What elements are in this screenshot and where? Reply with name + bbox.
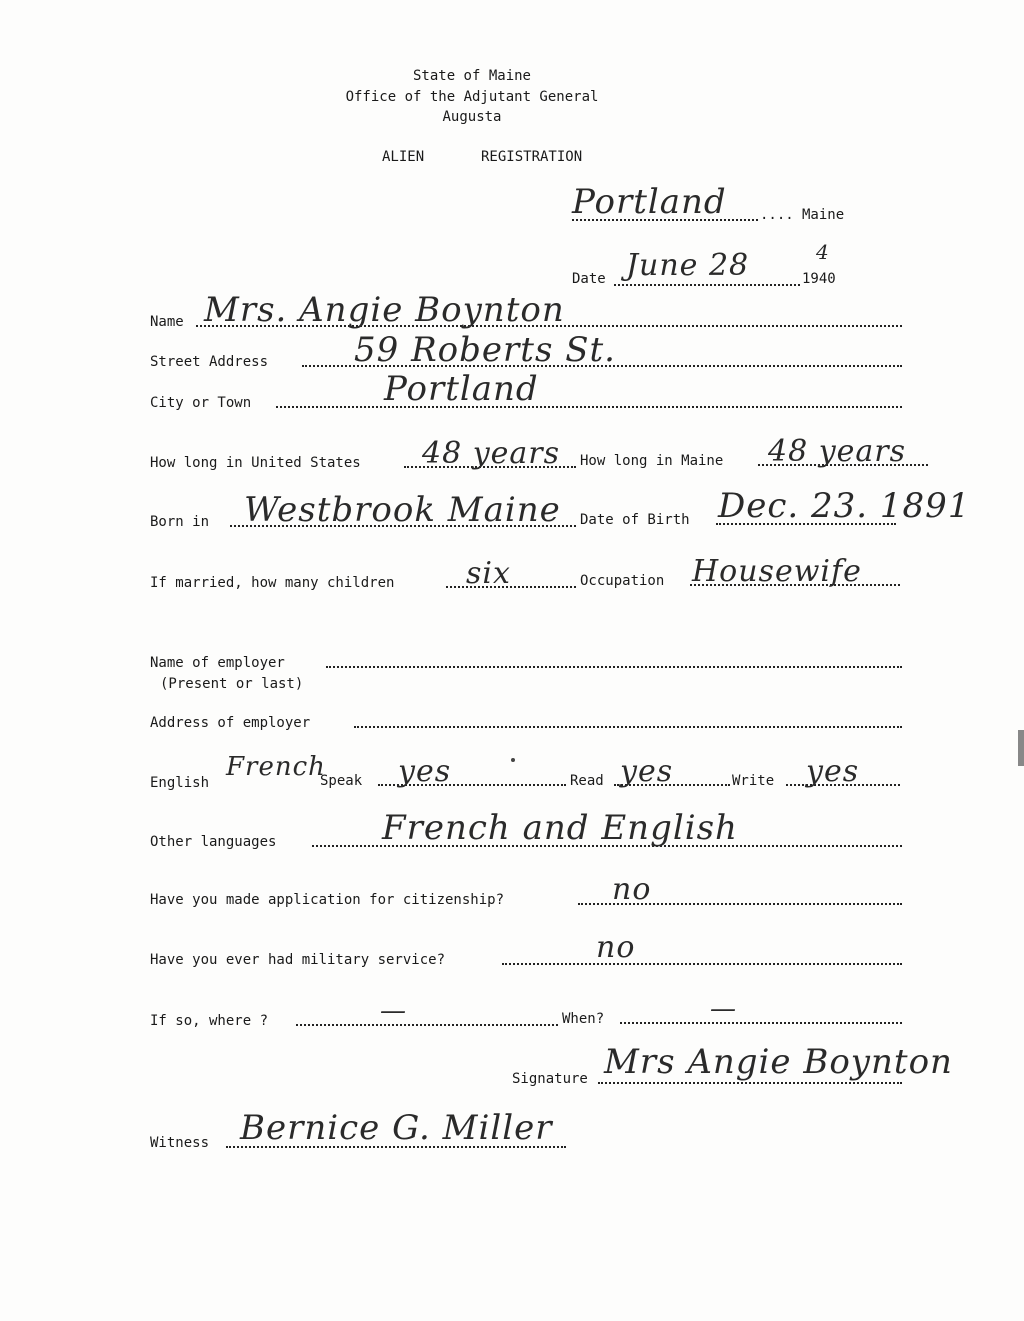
citizenship-label: Have you made application for citizenship?: [150, 892, 505, 908]
form-title-registration: REGISTRATION: [481, 149, 583, 165]
write-label: Write: [732, 773, 775, 789]
form-title-alien: ALIEN: [382, 149, 425, 165]
where-line: [296, 1021, 558, 1026]
maine-duration-label: How long in Maine: [580, 453, 724, 469]
header-state: State of Maine: [412, 68, 531, 84]
military-line: [502, 960, 902, 965]
employer-name-sublabel: (Present or last): [160, 676, 304, 692]
name-handwritten: Mrs. Angie Boynton: [204, 290, 565, 330]
speak-handwritten: yes: [398, 754, 452, 789]
children-label: If married, how many children: [150, 575, 395, 591]
place-handwritten: Portland: [572, 182, 727, 222]
speak-label: Speak: [320, 773, 363, 789]
place-line: [572, 216, 758, 221]
where-label: If so, where ?: [150, 1013, 269, 1029]
when-label: When?: [562, 1011, 605, 1027]
date-label: Date: [572, 271, 606, 287]
write-handwritten: yes: [806, 754, 860, 789]
signature-handwritten: Mrs Angie Boynton: [604, 1042, 953, 1082]
scan-edge-mark: [1018, 730, 1024, 766]
english-label: English: [150, 775, 210, 791]
children-handwritten: six: [466, 556, 511, 591]
other-languages-handwritten: French and English: [382, 808, 738, 848]
employer-name-label: Name of employer: [150, 655, 285, 671]
occupation-label: Occupation: [580, 573, 665, 589]
us-duration-handwritten: 48 years: [422, 436, 561, 471]
other-languages-label: Other languages: [150, 834, 277, 850]
us-duration-label: How long in United States: [150, 455, 361, 471]
city-handwritten: Portland: [384, 369, 539, 409]
read-handwritten: yes: [620, 754, 674, 789]
place-suffix: Maine: [802, 207, 845, 223]
when-line: [620, 1019, 902, 1024]
military-handwritten: no: [596, 930, 636, 965]
occupation-handwritten: Housewife: [692, 554, 862, 589]
witness-handwritten: Bernice G. Miller: [240, 1108, 553, 1148]
employer-name-line: [326, 663, 902, 668]
date-line: [614, 281, 800, 286]
where-handwritten: —: [380, 996, 407, 1026]
street-handwritten: 59 Roberts St.: [354, 330, 616, 370]
street-label: Street Address: [150, 354, 269, 370]
signature-label: Signature: [512, 1071, 588, 1087]
name-label: Name: [150, 314, 184, 330]
employer-address-label: Address of employer: [150, 715, 311, 731]
ink-speck: [511, 758, 515, 762]
header-office: Office of the Adjutant General: [345, 89, 599, 105]
date-year: 1940: [802, 271, 836, 287]
read-label: Read: [570, 773, 604, 789]
city-label: City or Town: [150, 395, 252, 411]
when-handwritten: —: [710, 994, 737, 1024]
employer-address-line: [354, 723, 902, 728]
dob-label: Date of Birth: [580, 512, 690, 528]
dob-handwritten: Dec. 23. 1891: [718, 486, 971, 526]
english-overwrite-handwritten: French: [226, 752, 326, 782]
born-in-handwritten: Westbrook Maine: [244, 490, 561, 530]
military-label: Have you ever had military service?: [150, 952, 446, 968]
header-city: Augusta: [442, 109, 502, 125]
witness-label: Witness: [150, 1135, 210, 1151]
place-suffix-dots: ....: [760, 207, 794, 223]
maine-duration-handwritten: 48 years: [768, 434, 907, 469]
date-correction: 4: [816, 240, 830, 264]
date-handwritten: June 28: [626, 248, 750, 283]
city-line: [276, 403, 902, 408]
citizenship-handwritten: no: [612, 872, 652, 907]
born-in-label: Born in: [150, 514, 210, 530]
